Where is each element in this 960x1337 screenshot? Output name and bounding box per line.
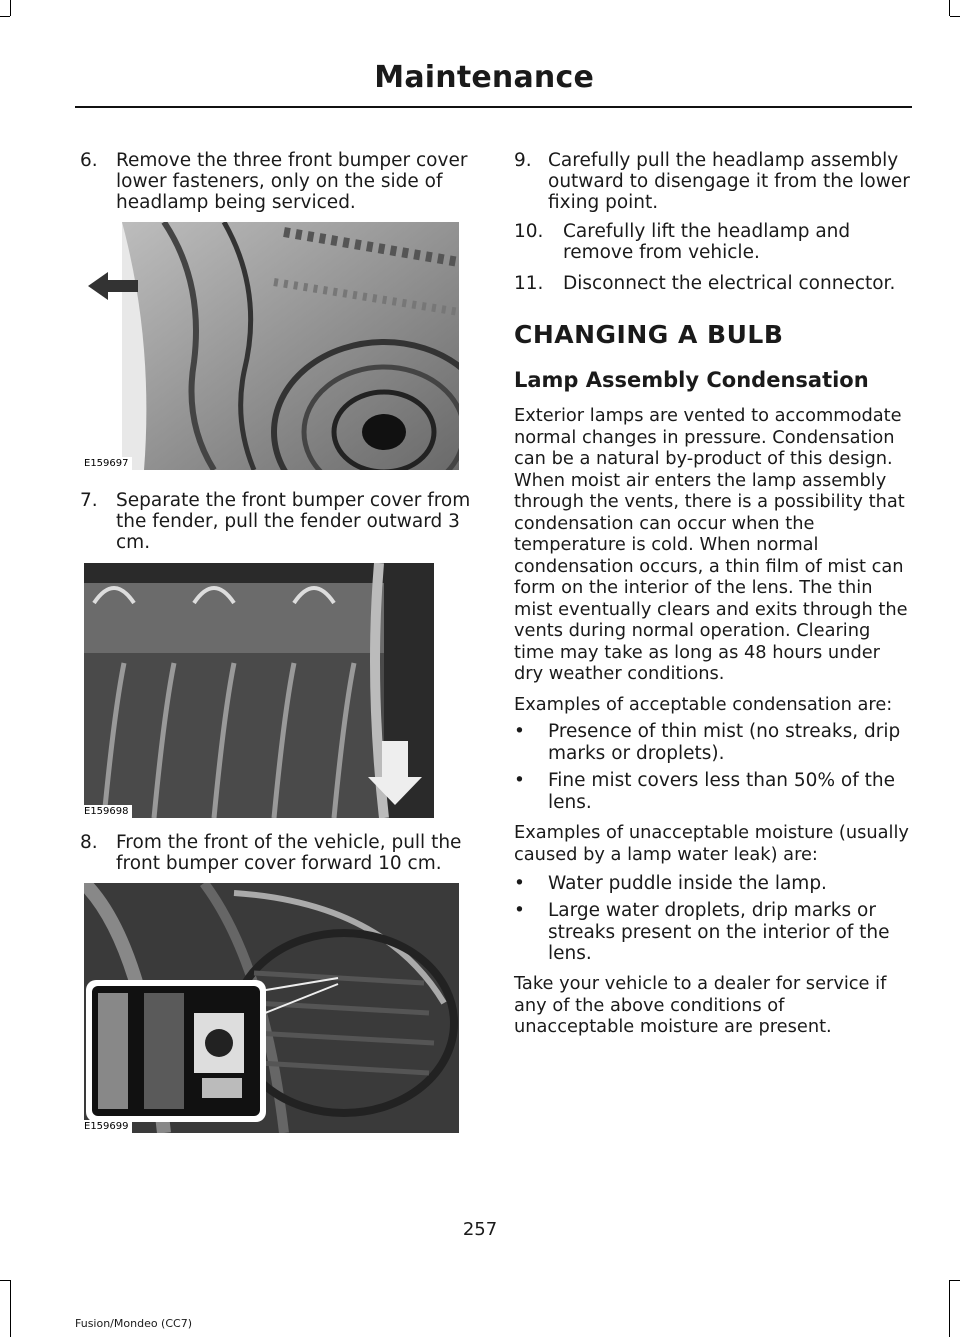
crop-mark: [949, 0, 950, 16]
bullet-icon: •: [514, 873, 525, 894]
step-number: 11.: [514, 273, 544, 294]
step-6: [80, 150, 480, 213]
subsection-title: Lamp Assembly Condensation: [514, 368, 869, 392]
step-number: 8.: [80, 832, 98, 853]
page-number: 257: [462, 1219, 498, 1240]
step-number: 7.: [80, 490, 98, 511]
figure-id: E159697: [84, 457, 132, 470]
bullet-icon: •: [514, 900, 525, 921]
page-title: Maintenance: [374, 60, 594, 95]
step-text: Carefully lift the headlamp and remove from vehicle.: [563, 221, 851, 263]
crop-mark: [0, 1280, 10, 1281]
figure-bumper-forward: [84, 883, 459, 1133]
bullet-icon: •: [514, 770, 525, 791]
list-item-text: Presence of thin mist (no streaks, drip marks or droplets).: [548, 721, 901, 764]
detail-inset: [86, 980, 266, 1122]
crop-mark: [950, 1280, 960, 1281]
crop-mark: [10, 1280, 11, 1337]
list-item: [514, 721, 910, 764]
step-number: 9.: [514, 150, 532, 171]
step-10: [514, 221, 910, 263]
step-7: [80, 490, 480, 553]
step-number: 10.: [514, 221, 544, 242]
header-divider: [75, 106, 912, 108]
closing-paragraph: Take your vehicle to a dealer for service if any of the above conditions of unacceptable moisture are present.: [514, 973, 887, 1037]
step-text: Carefully pull the headlamp assembly outward to disengage it from the lower fixing point.: [548, 150, 910, 213]
list-item-text: Water puddle inside the lamp.: [548, 873, 827, 894]
bullet-icon: •: [514, 721, 525, 742]
fender-illustration: [84, 563, 434, 818]
step-text: Remove the three front bumper cover lower fasteners, only on the side of headlamp being serviced.: [116, 150, 468, 213]
footer-model: Fusion/Mondeo (CC7): [75, 1317, 193, 1330]
list-item-text: Large water droplets, drip marks or streaks present on the interior of the lens.: [548, 900, 890, 964]
figure-id: E159698: [84, 805, 132, 818]
step-text: From the front of the vehicle, pull the front bumper cover forward 10 cm.: [116, 832, 462, 874]
list-item: [514, 770, 910, 813]
figure-id: E159699: [84, 1120, 132, 1133]
crop-mark: [10, 0, 11, 16]
step-number: 6.: [80, 150, 98, 171]
step-8: [80, 832, 480, 874]
figure-bumper-fasteners: [84, 222, 459, 470]
bumper-fasteners-illustration: [84, 222, 459, 470]
crop-mark: [949, 1280, 950, 1337]
step-9: [514, 150, 910, 213]
step-text: Separate the front bumper cover from the fender, pull the fender outward 3 cm.: [116, 490, 471, 553]
list-item: [514, 900, 910, 965]
acceptable-heading: Examples of acceptable condensation are:: [514, 694, 893, 715]
unacceptable-heading: Examples of unacceptable moisture (usually caused by a lamp water leak) are:: [514, 822, 909, 865]
figure-fender: [84, 563, 434, 818]
bumper-forward-illustration: [84, 883, 459, 1133]
crop-mark: [950, 16, 960, 17]
list-item: [514, 873, 910, 895]
crop-mark: [0, 16, 10, 17]
section-title: CHANGING A BULB: [514, 320, 784, 349]
list-item-text: Fine mist covers less than 50% of the lens.: [548, 770, 895, 813]
step-11: [514, 273, 910, 294]
intro-paragraph: Exterior lamps are vented to accommodate normal changes in pressure. Condensation can be a natural by-product of this design. When moist air enters the lamp assembly through the vents, there is a possibility that condensation can occur when the temperature is cold. When normal condensation occurs, a thin film of mist can form on the interior of the lens. The thin mist eventually clears and exits through the vents during normal operation. Clearing time may take as long as 48 hours under dry weather conditions.: [514, 405, 908, 684]
step-text: Disconnect the electrical connector.: [563, 273, 896, 294]
